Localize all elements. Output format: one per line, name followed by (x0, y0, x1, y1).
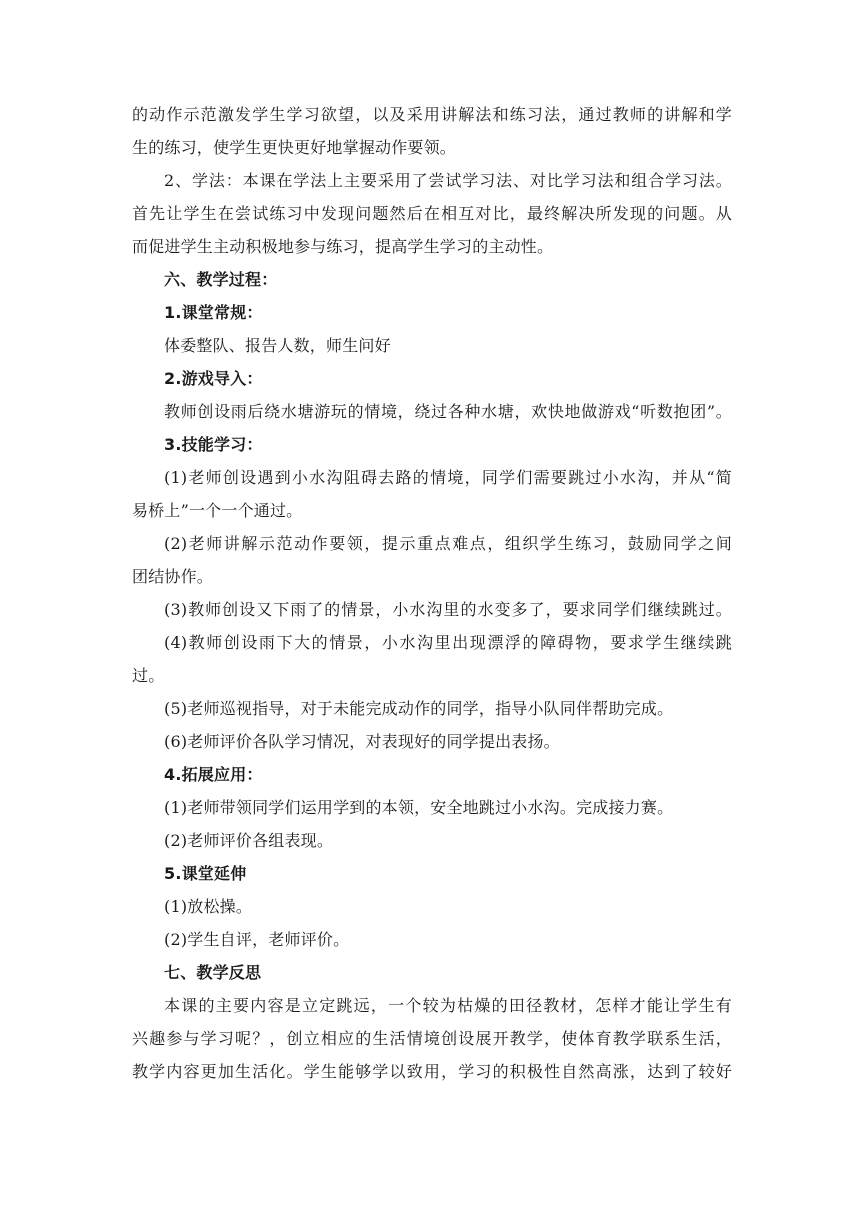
body-text-line: 首先让学生在尝试练习中发现问题然后在相互对比，最终解决所发现的问题。从 (132, 204, 732, 223)
body-text-line: (1)老师带领同学们运用学到的本领，安全地跳过小水沟。完成接力赛。 (164, 798, 674, 817)
body-text-line: 兴趣参与学习呢？，创立相应的生活情境创设展开教学，使体育教学联系生活， (132, 1029, 732, 1048)
body-text-line: (2)学生自评，老师评价。 (164, 930, 350, 949)
body-text-line: (6)老师评价各队学习情况，对表现好的同学提出表扬。 (164, 732, 560, 751)
body-text-line: 而促进学生主动积极地参与练习，提高学生学习的主动性。 (132, 237, 554, 256)
body-text-line: (2)老师评价各组表现。 (164, 831, 334, 850)
body-text-line: 易桥上”一个一个通过。 (132, 501, 303, 520)
body-text-line: 本课的主要内容是立定跳远，一个较为枯燥的田径教材，怎样才能让学生有 (164, 996, 732, 1015)
body-text-line: 2、学法：本课在学法上主要采用了尝试学习法、对比学习法和组合学习法。 (164, 171, 732, 190)
body-text-line: 团结协作。 (132, 567, 214, 586)
body-text-line: 生的练习，使学生更快更好地掌握动作要领。 (132, 138, 457, 157)
subsection-heading: 4.拓展应用： (164, 765, 263, 784)
body-text-line: 教师创设雨后绕水塘游玩的情境，绕过各种水塘，欢快地做游戏“听数抱团”。 (164, 402, 732, 421)
body-text-line: (2)老师讲解示范动作要领，提示重点难点，组织学生练习，鼓励同学之间 (164, 534, 732, 553)
body-text-line: 教学内容更加生活化。学生能够学以致用，学习的积极性自然高涨，达到了较好 (132, 1062, 732, 1081)
body-text-line: 的动作示范激发学生学习欲望，以及采用讲解法和练习法，通过教师的讲解和学 (132, 105, 732, 124)
subsection-heading: 5.课堂延伸 (164, 864, 247, 883)
body-text-line: (1)老师创设遇到小水沟阻碍去路的情境，同学们需要跳过小水沟，并从“简 (164, 468, 732, 487)
subsection-heading: 2.游戏导入： (164, 369, 263, 388)
section-heading: 七、教学反思 (164, 963, 262, 982)
body-text-line: 过。 (132, 666, 165, 685)
body-text-line: 体委整队、报告人数，师生问好 (164, 336, 391, 355)
body-text-line: (5)老师巡视指导，对于未能完成动作的同学，指导小队同伴帮助完成。 (164, 699, 674, 718)
subsection-heading: 3.技能学习： (164, 435, 263, 454)
document-page (132, 98, 732, 1088)
body-text-line: (1)放松操。 (164, 897, 253, 916)
section-heading: 六、教学过程： (164, 270, 278, 289)
subsection-heading: 1.课堂常规： (164, 303, 263, 322)
body-text-line: (4)教师创设雨下大的情景，小水沟里出现漂浮的障碍物，要求学生继续跳 (164, 633, 732, 652)
body-text-line: (3)教师创设又下雨了的情景，小水沟里的水变多了，要求同学们继续跳过。 (164, 600, 732, 619)
